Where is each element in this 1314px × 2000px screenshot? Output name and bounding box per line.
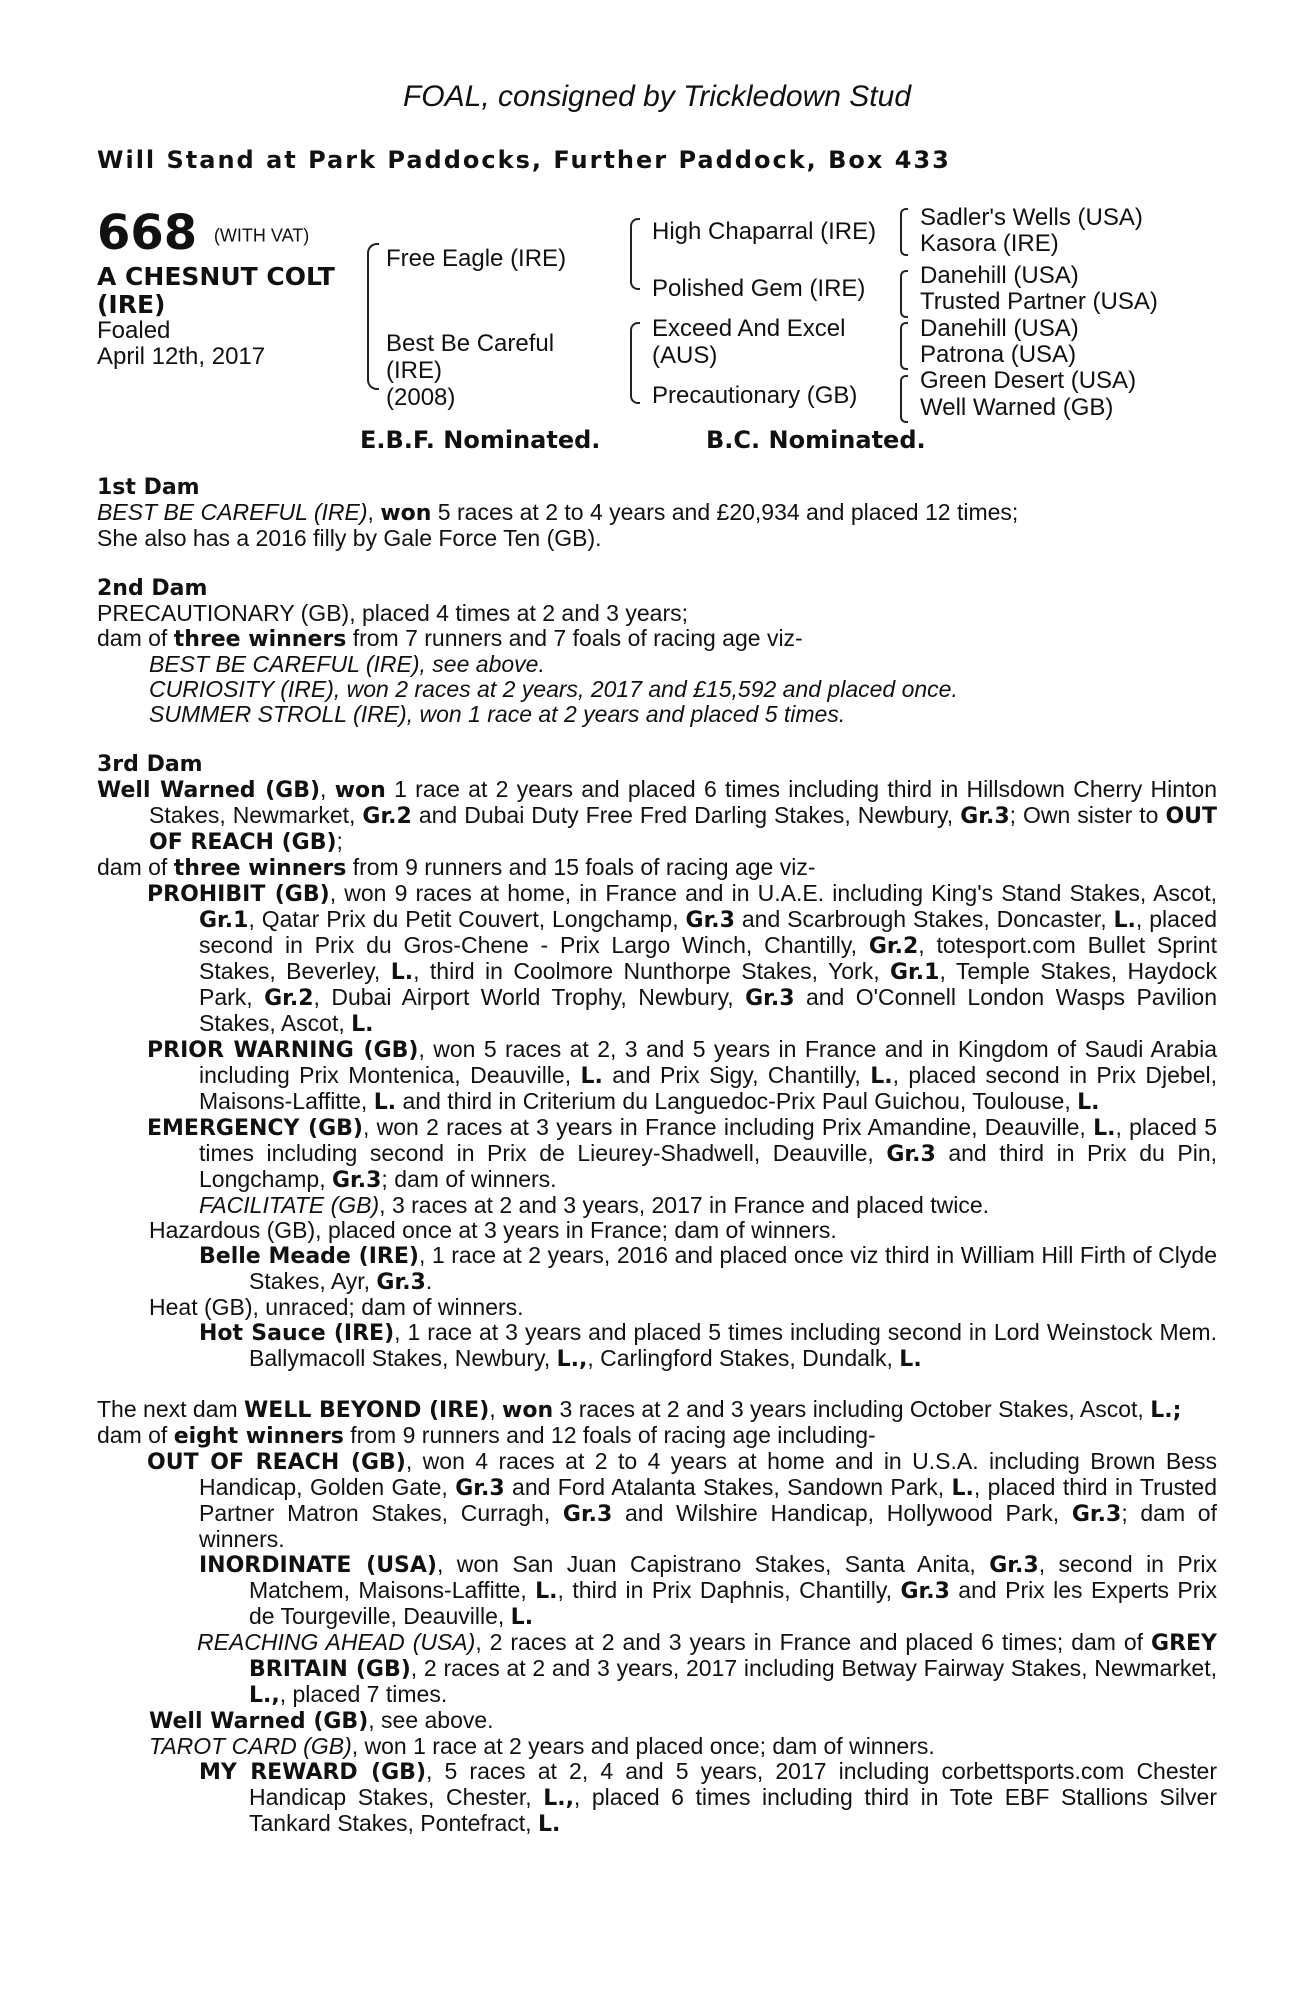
pedigree-brace-6 [900, 322, 908, 370]
second-dam-heading: 2nd Dam [97, 576, 208, 601]
third-dam-record: Well Warned (GB), won 1 race at 2 years and placed 6 times including third in Hillsdown Cherry Hinton Stakes, Newmarket, Gr.2 and Dubai Duty Free Fred Darling Stakes, Newbury, Gr.3; Own sister to OUT OF REACH (GB); [97, 776, 1218, 855]
dam-records [97, 475, 1217, 1837]
dam-line3: (2008) [386, 384, 456, 411]
third-dam-produce: dam of three winners from 9 runners and 15 foals of racing age viz- [97, 854, 816, 881]
produce-prior-warning: PRIOR WARNING (GB), won 5 races at 2, 3 and 5 years in France and in Kingdom of Saudi Arabia including Prix Montenica, Deauville, L. and Prix Sigy, Chantilly, L., placed second in Prix Djebel, Maisons-Laffitte, L. and third in Criterium du Languedoc-Prix Paul Guichou, Toulouse, L. [147, 1036, 1218, 1115]
sire-sire-dam: Kasora (IRE) [920, 230, 1059, 257]
second-dam-line: PRECAUTIONARY (GB), placed 4 times at 2 and 3 years; [97, 600, 688, 626]
produce-belle-meade: Belle Meade (IRE), 1 race at 2 years, 2016 and placed once viz third in William Hill Firth of Clyde Stakes, Ayr, Gr.3. [199, 1242, 1217, 1295]
first-dam-name: BEST BE CAREFUL (IRE) [97, 499, 368, 525]
catalogue-header: FOAL, consigned by Trickledown Stud [402, 80, 912, 113]
lot-number-value: 668 [97, 205, 198, 261]
lot-number [97, 205, 309, 261]
sire-dam-dam: Trusted Partner (USA) [920, 288, 1158, 315]
foaled-date: April 12th, 2017 [97, 343, 266, 370]
third-dam-heading: 3rd Dam [97, 752, 203, 777]
produce-out-of-reach: OUT OF REACH (GB), won 4 races at 2 to 4 years at home and in U.S.A. including Brown Bess Handicap, Golden Gate, Gr.3 and Ford Atalanta Stakes, Sandown Park, L., placed third in Trusted Partner Matron Stakes, Curragh, Gr.3 and Wilshire Handicap, Hollywood Park, Gr.3; dam of winners. [147, 1448, 1217, 1552]
pedigree-brace-1 [367, 243, 379, 390]
produce-heat: Heat (GB), unraced; dam of winners. [149, 1294, 524, 1320]
pedigree-brace-3 [630, 322, 640, 404]
first-dam-won: won [380, 501, 432, 526]
first-dam-text: 5 races at 2 to 4 years and £20,934 and placed 12 times; [431, 499, 1019, 525]
lot-description: A CHESNUT COLT [97, 262, 335, 291]
dam-sire-dam: Patrona (USA) [920, 341, 1077, 368]
dam-sire-1: Exceed And Excel [652, 315, 846, 342]
produce-inordinate: INORDINATE (USA), won San Juan Capistrano Stakes, Santa Anita, Gr.3, second in Prix Matchem, Maisons-Laffitte, L., third in Prix Daphnis, Chantilly, Gr.3 and Prix les Experts Prix de Tourgeville, Deauville, L. [199, 1551, 1217, 1630]
ebf-nominated: E.B.F. Nominated. [360, 426, 601, 454]
first-dam-record: BEST BE CAREFUL (IRE), won 5 races at 2 to 4 years and £20,934 and placed 12 times; [97, 499, 1019, 526]
bc-nominated: B.C. Nominated. [706, 426, 926, 454]
dam-dam: Precautionary (GB) [652, 382, 858, 409]
lot-origin: (IRE) [97, 290, 166, 319]
produce-my-reward: MY REWARD (GB), 5 races at 2, 4 and 5 years, 2017 including corbettsports.com Chester Handicap Stakes, Chester, L.,, placed 6 times including third in Tote EBF Stallions Silver Tankard Stakes, Pontefract, L. [199, 1758, 1217, 1837]
next-dam-record: The next dam WELL BEYOND (IRE), won 3 races at 2 and 3 years including October Stakes, Ascot, L.; [97, 1396, 1182, 1423]
produce-hazardous: Hazardous (GB), placed once at 3 years in France; dam of winners. [149, 1217, 837, 1243]
first-dam-heading: 1st Dam [97, 475, 200, 500]
produce-facilitate: FACILITATE (GB), 3 races at 2 and 3 years, 2017 in France and placed twice. [199, 1192, 990, 1218]
produce-item: SUMMER STROLL (IRE), won 1 race at 2 years and placed 5 times. [149, 701, 846, 727]
pedigree-brace-7 [900, 375, 908, 423]
pedigree-brace-4 [900, 208, 908, 256]
produce-well-warned: Well Warned (GB), see above. [149, 1707, 494, 1734]
dam-line1: Best Be Careful [386, 330, 555, 357]
produce-tarot-card: TAROT CARD (GB), won 1 race at 2 years and placed once; dam of winners. [149, 1733, 935, 1759]
second-dam-produce: dam of three winners from 7 runners and 7 foals of racing age viz- [97, 625, 803, 652]
sire-sire: High Chaparral (IRE) [652, 218, 877, 245]
sire-dam-sire: Danehill (USA) [920, 262, 1079, 289]
dam-sire-2: (AUS) [652, 342, 718, 369]
next-dam-produce: dam of eight winners from 9 runners and 12 foals of racing age including- [97, 1422, 876, 1449]
produce-hot-sauce: Hot Sauce (IRE), 1 race at 3 years and placed 5 times including second in Lord Weinstock Mem. Ballymacoll Stakes, Newbury, L.,, Carlingford Stakes, Dundalk, L. [199, 1319, 1217, 1372]
dam-dam-dam: Well Warned (GB) [920, 394, 1114, 421]
foaled-label: Foaled [97, 317, 171, 344]
produce-item: CURIOSITY (IRE), won 2 races at 2 years, 2017 and £15,592 and placed once. [149, 676, 958, 702]
produce-reaching-ahead: REACHING AHEAD (USA), 2 races at 2 and 3 years in France and placed 6 times; dam of GREY BRITAIN (GB), 2 races at 2 and 3 years, 2017 including Betway Fairway Stakes, Newmarket, L.,, placed 7 times. [197, 1629, 1217, 1708]
dam-dam-sire: Green Desert (USA) [920, 367, 1137, 394]
dam-line2: (IRE) [386, 357, 442, 384]
sire: Free Eagle (IRE) [386, 245, 567, 272]
produce-prohibit: PROHIBIT (GB), won 9 races at home, in France and in U.A.E. including King's Stand Stakes, Ascot, Gr.1, Qatar Prix du Petit Couvert, Longchamp, Gr.3 and Scarbrough Stakes, Doncaster, L., placed second in Prix du Gros-Chene - Prix Largo Winch, Chantilly, Gr.2, totesport.com Bullet Sprint Stakes, Beverley, L., third in Coolmore Nunthorpe Stakes, York, Gr.1, Temple Stakes, Haydock Park, Gr.2, Dubai Airport World Trophy, Newbury, Gr.3 and O'Connell London Wasps Pavilion Stakes, Ascot, L. [147, 880, 1218, 1037]
stand-location: Will Stand at Park Paddocks, Further Paddock, Box 433 [97, 146, 951, 174]
sire-sire-sire: Sadler's Wells (USA) [920, 204, 1143, 231]
pedigree-brace-5 [900, 270, 908, 318]
first-dam-also: She also has a 2016 filly by Gale Force Ten (GB). [97, 525, 602, 551]
dam-sire-sire: Danehill (USA) [920, 315, 1079, 342]
sire-dam: Polished Gem (IRE) [652, 275, 866, 302]
pedigree-brace-2 [630, 218, 640, 290]
produce-emergency: EMERGENCY (GB), won 2 races at 3 years in France including Prix Amandine, Deauville, L., placed 5 times including second in Prix de Lieurey-Shadwell, Deauville, Gr.3 and third in Prix du Pin, Longchamp, Gr.3; dam of winners. [147, 1114, 1218, 1193]
produce-item: BEST BE CAREFUL (IRE), see above. [149, 651, 545, 677]
vat-label: (WITH VAT) [213, 225, 310, 246]
